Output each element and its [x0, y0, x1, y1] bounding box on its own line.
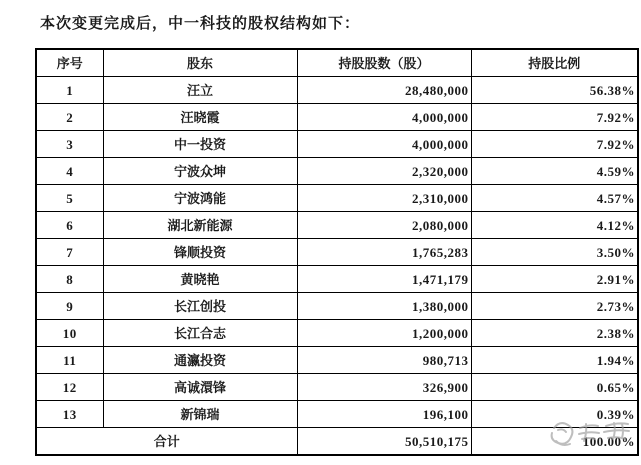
table-row [36, 185, 638, 212]
row-ratio: 4.57% [471, 185, 638, 212]
table-row [36, 320, 638, 347]
row-ratio: 0.39% [471, 401, 638, 428]
row-shareholder: 长江合志 [103, 320, 297, 347]
row-no: 8 [36, 266, 103, 293]
row-ratio: 7.92% [471, 104, 638, 131]
row-no: 4 [36, 158, 103, 185]
header-shares: 持股股数（股） [297, 49, 471, 77]
row-ratio: 2.73% [471, 293, 638, 320]
row-ratio: 1.94% [471, 347, 638, 374]
header-ratio: 持股比例 [471, 49, 638, 77]
row-ratio: 56.38% [471, 77, 638, 104]
total-label: 合计 [36, 428, 297, 456]
row-no: 12 [36, 374, 103, 401]
row-no: 9 [36, 293, 103, 320]
table-row [36, 104, 638, 131]
row-ratio: 2.91% [471, 266, 638, 293]
row-shareholder: 新锦瑞 [103, 401, 297, 428]
row-shares: 1,471,179 [297, 266, 471, 293]
table-row [36, 158, 638, 185]
row-ratio: 7.92% [471, 131, 638, 158]
row-shares: 4,000,000 [297, 131, 471, 158]
row-shareholder: 宁波鸿能 [103, 185, 297, 212]
row-shares: 2,080,000 [297, 212, 471, 239]
row-shares: 2,320,000 [297, 158, 471, 185]
table-row [36, 212, 638, 239]
table-header-row [36, 49, 638, 77]
row-no: 1 [36, 77, 103, 104]
row-no: 11 [36, 347, 103, 374]
row-shareholder: 通瀛投资 [103, 347, 297, 374]
row-ratio: 3.50% [471, 239, 638, 266]
row-shareholder: 长江创投 [103, 293, 297, 320]
row-shareholder: 高诚澴锋 [103, 374, 297, 401]
row-shareholder: 湖北新能源 [103, 212, 297, 239]
row-no: 13 [36, 401, 103, 428]
header-shareholder: 股东 [103, 49, 297, 77]
row-shares: 2,310,000 [297, 185, 471, 212]
row-no: 3 [36, 131, 103, 158]
row-shares: 4,000,000 [297, 104, 471, 131]
row-no: 5 [36, 185, 103, 212]
row-ratio: 2.38% [471, 320, 638, 347]
row-no: 2 [36, 104, 103, 131]
row-shares: 1,380,000 [297, 293, 471, 320]
table-row [36, 374, 638, 401]
row-ratio: 4.12% [471, 212, 638, 239]
header-no: 序号 [36, 49, 103, 77]
row-shares: 28,480,000 [297, 77, 471, 104]
row-no: 6 [36, 212, 103, 239]
row-shares: 980,713 [297, 347, 471, 374]
row-shares: 196,100 [297, 401, 471, 428]
shareholding-table [35, 48, 639, 456]
row-shareholder: 中一投资 [103, 131, 297, 158]
table-row [36, 347, 638, 374]
row-shares: 1,765,283 [297, 239, 471, 266]
row-shares: 326,900 [297, 374, 471, 401]
table-total-row [36, 428, 638, 456]
row-ratio: 0.65% [471, 374, 638, 401]
table-row [36, 401, 638, 428]
page-title: 本次变更完成后，中一科技的股权结构如下： [40, 16, 361, 32]
total-shares: 50,510,175 [297, 428, 471, 456]
row-shareholder: 黄晓艳 [103, 266, 297, 293]
table-row [36, 131, 638, 158]
row-shareholder: 宁波众坤 [103, 158, 297, 185]
row-shareholder: 汪立 [103, 77, 297, 104]
total-ratio: 100.00% [471, 428, 638, 456]
row-no: 7 [36, 239, 103, 266]
row-shares: 1,200,000 [297, 320, 471, 347]
row-shareholder: 汪晓霞 [103, 104, 297, 131]
table-row [36, 77, 638, 104]
table-row [36, 266, 638, 293]
row-ratio: 4.59% [471, 158, 638, 185]
table-row [36, 293, 638, 320]
table-row [36, 239, 638, 266]
row-shareholder: 锋顺投资 [103, 239, 297, 266]
row-no: 10 [36, 320, 103, 347]
